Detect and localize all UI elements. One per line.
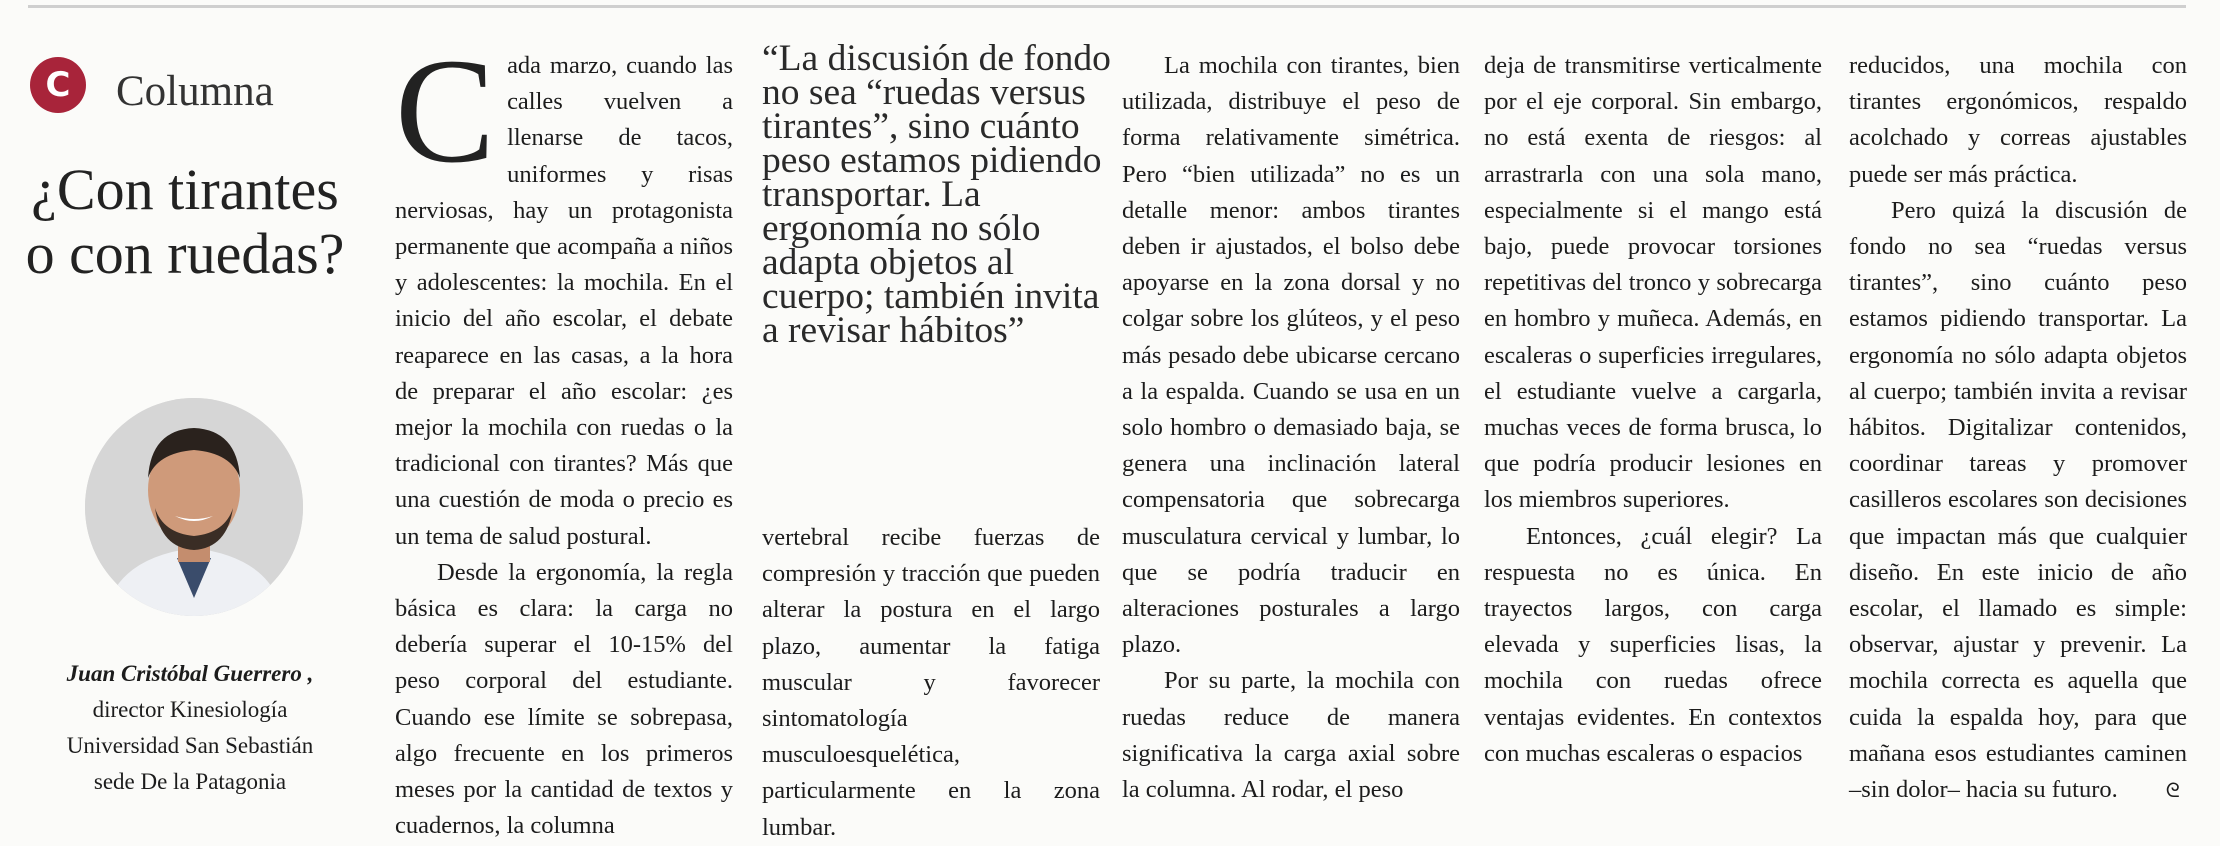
- article-column-4: [1484, 48, 1822, 772]
- paragraph: Pero quizá la discusión de fondo no sea “ruedas versus tirantes”, sino cuánto peso estamos pidiendo transportar. La ergonomía no sólo adapta objetos al cuerpo; también invita a revisar hábitos. Digitalizar contenidos, coordinar tareas y promover casilleros escolares son decisiones que impactan más que cualquier diseño. En este inicio de año escolar, el llamado es simple: observar, ajustar y prevenir. La mochila correcta es aquella que cuida la espalda hoy, para que mañana esos estudiantes caminen –sin dolor– hacia su futuro. ᘓ: [1849, 193, 2187, 808]
- article-column-2: [762, 520, 1100, 846]
- author-role: director Kinesiología: [92, 697, 288, 722]
- paragraph: deja de transmitirse verticalmente por el eje corporal. Sin embargo, no está exenta de riesgos: al arrastrarla con una sola mano, especialmente si el mango está bajo, puede provocar torsiones repetitivas del tronco y sobrecarga en hombro y muñeca. Además, en escaleras o superficies irregulares, el estudiante vuelve a cargarla, muchas veces de forma brusca, lo que podría producir lesiones en los miembros superiores.: [1484, 52, 1822, 514]
- column-logo-icon: [30, 57, 86, 113]
- paragraph: vertebral recibe fuerzas de compresión y tracción que pueden alterar la postura en el largo plazo, aumentar la fatiga muscular y favorecer sintomatología musculoesquelética, particularmente en la zona lumbar.: [762, 524, 1100, 841]
- paragraph: Desde la ergonomía, la regla básica es clara: la carga no debería superar el 10-15% del peso corporal del estudiante. Cuando ese límite se sobrepasa, algo frecuente en los primeros meses por la cantidad de textos y cuadernos, la columna: [395, 558, 733, 840]
- article-column-1: [395, 28, 733, 844]
- paragraph: Por su parte, la mochila con ruedas reduce de manera significativa la carga axial sobre la columna. Al rodar, el peso: [1122, 667, 1460, 804]
- end-mark-icon: ᘓ: [2165, 778, 2180, 803]
- paragraph: Cada marzo, cuando las calles vuelven a llenarse de tacos, uniformes y risas nerviosas, hay un protagonista permanente que acompaña a niños y adolescentes: la mochila. En el inicio del año escolar, el debate reaparece en las casas, a la hora de preparar el año escolar: ¿es mejor la mochila con ruedas o la tradicional con tirantes? Más que una cuestión de moda o precio es un tema de salud postural.: [395, 28, 733, 550]
- author-institution: Universidad San Sebastián: [66, 733, 314, 758]
- paragraph: reducidos, una mochila con tirantes ergonómicos, respaldo acolchado y correas ajustables puede ser más práctica.: [1849, 52, 2187, 188]
- section-label: Columna: [116, 68, 274, 115]
- top-rule: [28, 5, 2186, 8]
- headline: ¿Con tirantes o con ruedas?: [25, 157, 345, 286]
- article-column-3: [1122, 48, 1460, 808]
- logo-letter: C: [45, 65, 71, 105]
- author-credit: [30, 656, 350, 800]
- author-campus: sede De la Patagonia: [93, 769, 287, 794]
- author-name: Juan Cristóbal Guerrero ,: [66, 661, 314, 686]
- drop-cap: C: [395, 28, 496, 194]
- paragraph: Entonces, ¿cuál elegir? La respuesta no es única. En trayectos largos, con carga elevada y superficies lisas, la mochila con ruedas ofrece ventajas evidentes. En contextos con muchas escaleras o espacios: [1484, 522, 1822, 767]
- pull-quote: “La discusión de fondo no sea “ruedas versus tirantes”, sino cuánto peso estamos pidiendo transportar. La ergonomía no sólo adapta objetos al cuerpo; también invita a revisar hábitos”: [762, 38, 1111, 351]
- paragraph: La mochila con tirantes, bien utilizada, distribuye el peso de forma relativamente simétrica. Pero “bien utilizada” no es un detalle menor: ambos tirantes deben ir ajustados, el bolso debe apoyarse en la zona dorsal y no colgar sobre los glúteos, y el peso más pesado debe ubicarse cercano a la espalda. Cuando se usa en un solo hombro o demasiado baja, se genera una inclinación lateral compensatoria que sobrecarga musculatura cervical y lumbar, lo que se podría traducir en alteraciones posturales a largo plazo.: [1122, 52, 1460, 659]
- author-photo: [85, 398, 303, 616]
- article-column-5: [1849, 48, 2187, 808]
